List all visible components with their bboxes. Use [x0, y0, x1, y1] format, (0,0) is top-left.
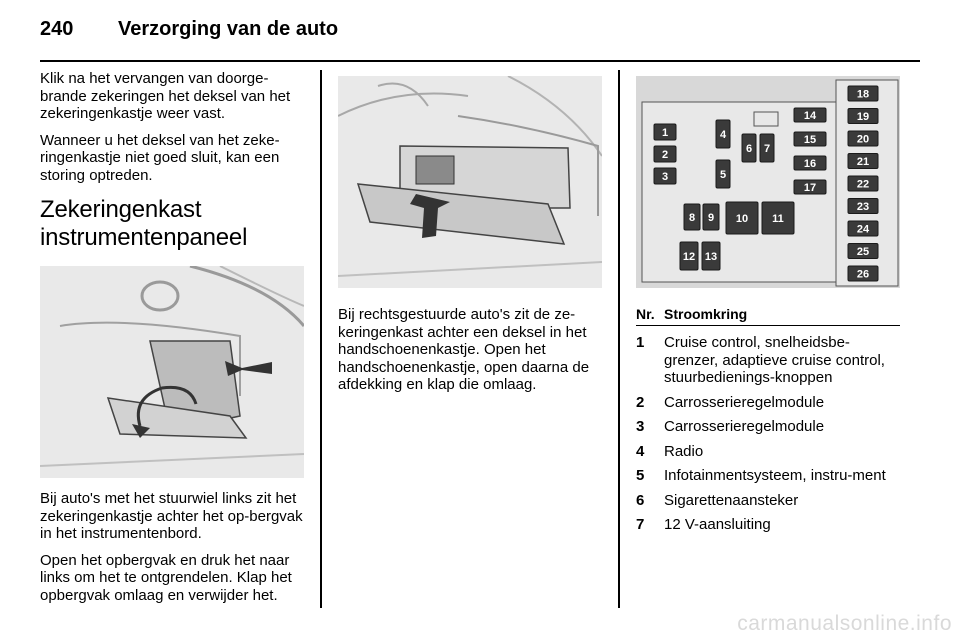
fuse-slot-22 — [848, 176, 878, 191]
row-circuit: Radio — [664, 442, 704, 460]
column-middle — [338, 70, 602, 403]
paragraph: Bij auto's met het stuurwiel links zit het zekeringenkastje achter het op-bergvak in het instrumentenbord. — [40, 490, 303, 542]
fuse-slot-26 — [848, 266, 878, 281]
fuse-label: 3 — [661, 171, 669, 183]
fuse-slot-17 — [794, 180, 826, 194]
paragraph: Klik na het vervangen van doorge-brande zekeringen het deksel van het zekeringenkastje weer vast. — [40, 70, 291, 122]
table-row — [636, 418, 900, 436]
fuse-label: 10 — [735, 213, 749, 225]
fuse-label: 6 — [745, 143, 753, 155]
fuse-label: 2 — [661, 149, 669, 161]
fuse-label: 13 — [704, 251, 718, 263]
fuse-slot-9 — [703, 204, 719, 230]
row-circuit: Sigarettenaansteker — [664, 491, 799, 509]
row-circuit: 12 V-aansluiting — [664, 516, 771, 533]
fuse-label: 4 — [719, 129, 727, 141]
fuse-slot-14 — [794, 108, 826, 122]
fuse-label: 22 — [856, 178, 870, 191]
paragraph: Open het opbergvak en druk het naar links om het te ontgrendelen. Klap het opbergvak omlaag en verwijder het. — [40, 551, 292, 604]
fuse-label: 7 — [763, 143, 771, 155]
fuse-slot-13 — [702, 242, 720, 270]
fuse-slot-2 — [654, 146, 676, 162]
fuse-label: 23 — [856, 201, 870, 213]
fuse-label: 14 — [803, 110, 817, 122]
table-row — [636, 443, 900, 461]
fuse-box-diagram — [636, 76, 900, 288]
fuse-label: 18 — [856, 88, 870, 101]
fuse-slot-19 — [848, 109, 878, 124]
glovebox-rhd-illustration — [338, 76, 602, 288]
glovebox-lhd-illustration — [40, 266, 304, 478]
fuse-slot-10 — [726, 202, 758, 234]
fuse-slot-1 — [654, 124, 676, 140]
row-nr: 7 — [636, 516, 645, 533]
column-divider — [320, 70, 322, 608]
section-heading-line: instrumentenpaneel — [40, 224, 248, 251]
fuse-slot-4 — [716, 120, 730, 148]
column-divider — [618, 70, 620, 608]
fuse-slot-8 — [684, 204, 700, 230]
row-nr: 2 — [636, 393, 645, 411]
section-heading-line: Zekeringenkast — [40, 196, 202, 223]
column-header-circuit: Stroomkring — [664, 306, 748, 322]
fuse-label: 9 — [707, 212, 715, 224]
fuse-label: 15 — [803, 134, 817, 146]
fuse-label: 25 — [856, 246, 870, 258]
table-row — [636, 467, 900, 485]
fuse-slot-11 — [762, 202, 794, 234]
fuse-label: 20 — [856, 133, 870, 146]
table-row — [636, 334, 900, 387]
row-circuit: Carrosserieregelmodule — [664, 418, 825, 435]
page-header — [40, 18, 338, 48]
column-left — [40, 70, 304, 613]
fuse-slot-24 — [848, 221, 878, 236]
watermark: carmanualsonline.info — [737, 612, 952, 635]
fuse-slot-12 — [680, 242, 698, 270]
fuse-slot-15 — [794, 132, 826, 146]
fuse-label: 11 — [772, 213, 784, 225]
section-heading — [40, 196, 304, 252]
page-title: Verzorging van de auto — [118, 18, 339, 40]
row-nr: 6 — [636, 491, 645, 509]
column-right — [636, 70, 900, 534]
row-nr: 3 — [636, 418, 645, 435]
table-row — [636, 394, 900, 412]
fuse-slot-25 — [848, 244, 878, 259]
row-circuit: Infotainmentsysteem, instru-ment — [664, 467, 886, 484]
fuse-label: 24 — [856, 223, 870, 236]
fuse-label: 8 — [688, 212, 696, 224]
fuse-label: 1 — [661, 127, 669, 139]
column-header-nr: Nr. — [636, 306, 655, 322]
fuse-label: 26 — [856, 268, 870, 281]
fuse-label: 5 — [719, 169, 727, 181]
circuit-table-header — [636, 306, 900, 326]
fuse-slot-23 — [848, 199, 878, 214]
fuse-slot-21 — [848, 154, 878, 169]
page-number: 240 — [40, 18, 74, 40]
fuse-slot-5 — [716, 160, 730, 188]
table-row — [636, 492, 900, 510]
fuse-slot-7 — [760, 134, 774, 162]
row-circuit: Carrosserieregelmodule — [664, 393, 825, 411]
row-nr: 1 — [636, 334, 645, 351]
header-rule — [40, 60, 920, 62]
row-nr: 4 — [636, 442, 645, 460]
row-nr: 5 — [636, 467, 645, 484]
fuse-slot-18 — [848, 86, 878, 101]
fuse-label: 16 — [803, 158, 817, 170]
fuse-label: 17 — [803, 182, 817, 194]
fuse-slot-16 — [794, 156, 826, 170]
fuse-slot-3 — [654, 168, 676, 184]
fuse-slot-6 — [742, 134, 756, 162]
fuse-label: 21 — [856, 156, 870, 168]
fuse-label: 12 — [682, 251, 696, 263]
row-circuit: Cruise control, snelheidsbe-grenzer, adaptieve cruise control, stuurbedienings-knoppen — [664, 334, 885, 386]
circuit-table-body — [636, 334, 900, 534]
fuse-slot-20 — [848, 131, 878, 146]
paragraph: Bij rechtsgestuurde auto's zit de ze-keringenkast achter een deksel in het handschoenenkastje. Open het handschoenenkastje, open daarna de afdekking en klap die omlaag. — [338, 306, 590, 393]
fuse-label: 19 — [856, 111, 870, 123]
table-row — [636, 516, 900, 534]
paragraph: Wanneer u het deksel van het zeke-ringenkastje niet goed sluit, kan een storing optreden. — [40, 131, 280, 184]
